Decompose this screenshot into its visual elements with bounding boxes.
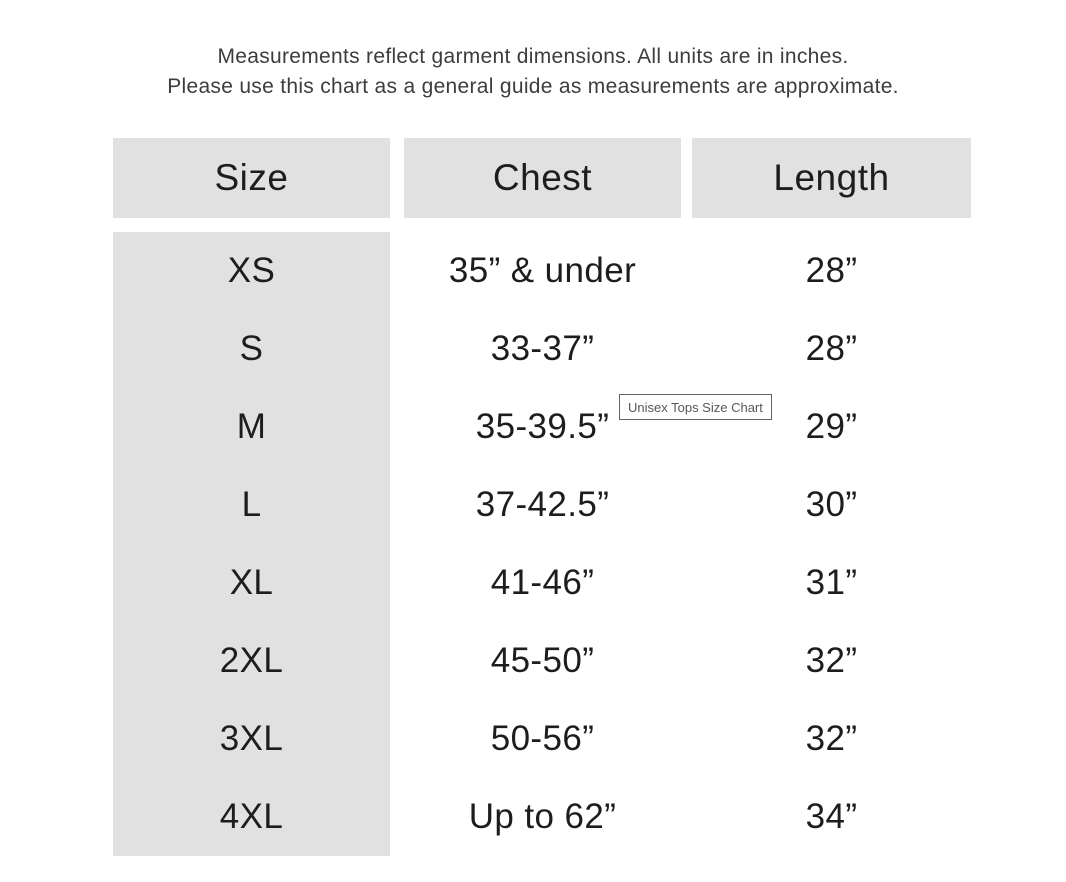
chest-cell: 33-37” — [490, 329, 595, 368]
size-cell: M — [113, 388, 390, 466]
unisex-tops-size-chart-table — [113, 138, 971, 856]
table-row-m — [113, 388, 971, 466]
size-cell: L — [113, 466, 390, 544]
note-line-1: Measurements reflect garment dimensions. All units are in inches. — [217, 45, 849, 68]
image-title-tooltip — [619, 394, 772, 420]
size-cell: S — [113, 310, 390, 388]
measurement-note — [0, 42, 1066, 102]
chest-cell: 35” & under — [448, 251, 637, 290]
size-cell: 2XL — [113, 622, 390, 700]
table-row-4xl — [113, 778, 971, 856]
chest-cell: Up to 62” — [468, 797, 617, 836]
length-cell: 30” — [805, 485, 858, 524]
table-body — [113, 232, 971, 856]
column-header-chest: Chest — [404, 138, 681, 218]
chest-cell: 35-39.5” — [475, 407, 610, 446]
table-row-2xl — [113, 622, 971, 700]
length-cell: 31” — [805, 563, 858, 602]
length-cell: 34” — [805, 797, 858, 836]
size-cell: XS — [113, 232, 390, 310]
chest-cell: 37-42.5” — [475, 485, 610, 524]
table-row-s — [113, 310, 971, 388]
note-line-2: Please use this chart as a general guide as measurements are approximate. — [167, 75, 899, 98]
size-cell: 4XL — [113, 778, 390, 856]
size-cell: 3XL — [113, 700, 390, 778]
table-row-3xl — [113, 700, 971, 778]
size-cell: XL — [113, 544, 390, 622]
length-cell: 28” — [805, 329, 858, 368]
table-header-row — [113, 138, 971, 218]
table-row-xs — [113, 232, 971, 310]
tooltip-text: Unisex Tops Size Chart — [628, 399, 763, 415]
table-row-l — [113, 466, 971, 544]
length-cell: 32” — [805, 719, 858, 758]
column-header-length: Length — [692, 138, 971, 218]
column-header-size: Size — [113, 138, 390, 218]
length-cell: 29” — [805, 407, 858, 446]
length-cell: 28” — [805, 251, 858, 290]
table-row-xl — [113, 544, 971, 622]
chest-cell: 50-56” — [490, 719, 595, 758]
chest-cell: 45-50” — [490, 641, 595, 680]
length-cell: 32” — [805, 641, 858, 680]
chest-cell: 41-46” — [490, 563, 595, 602]
